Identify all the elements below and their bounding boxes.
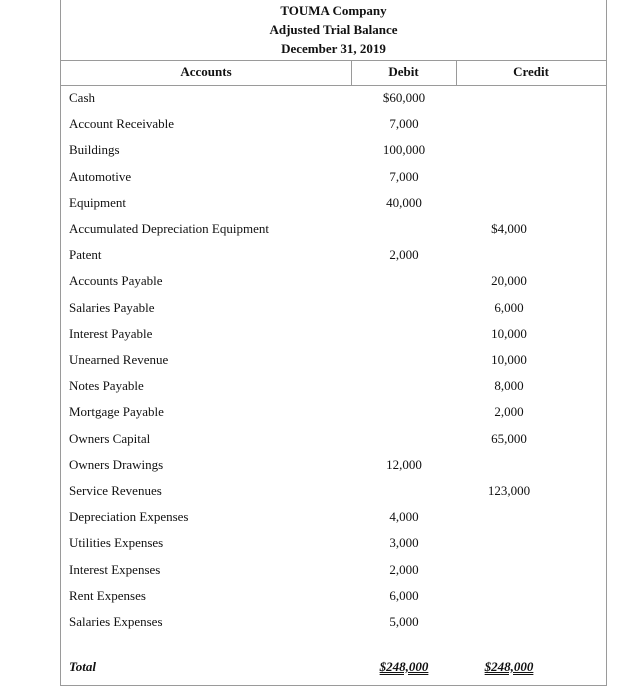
debit-amount: 6,000 xyxy=(389,587,419,603)
debit-amount: $60,000 xyxy=(382,90,426,105)
credit-amount: 20,000 xyxy=(491,273,527,289)
account-name: Salaries Expenses xyxy=(69,614,163,629)
debit-amount: 40,000 xyxy=(386,194,422,210)
account-name: Equipment xyxy=(69,194,127,210)
table-row xyxy=(61,300,606,326)
table-row xyxy=(61,221,606,247)
account-name: Accumulated Depreciation Equipment xyxy=(69,221,269,236)
debit-amount: 3,000 xyxy=(389,535,419,551)
statement-date: December 31, 2019 xyxy=(281,41,386,56)
table-row xyxy=(61,588,606,614)
credit-amount: 65,000 xyxy=(491,430,527,446)
account-name: Patent xyxy=(69,247,102,263)
credit-amount: 6,000 xyxy=(494,299,524,315)
table-row xyxy=(61,116,606,142)
table-row xyxy=(61,483,606,509)
divider xyxy=(61,60,606,61)
table-row xyxy=(61,169,606,195)
table-row xyxy=(61,614,606,640)
account-name: Notes Payable xyxy=(69,378,144,394)
statement-title: Adjusted Trial Balance xyxy=(269,22,398,37)
table-row xyxy=(61,247,606,273)
account-name: Rent Expenses xyxy=(69,587,146,603)
account-name: Salaries Payable xyxy=(69,299,155,315)
total-label: Total xyxy=(69,659,96,674)
account-name: Utilities Expenses xyxy=(69,535,164,551)
total-debit: $248,000 xyxy=(379,659,429,674)
credit-amount: 8,000 xyxy=(494,378,524,394)
table-row xyxy=(61,431,606,457)
account-name: Accounts Payable xyxy=(69,273,163,289)
total-row xyxy=(61,659,606,685)
debit-amount: 2,000 xyxy=(389,561,419,577)
table-row xyxy=(61,378,606,404)
account-name: Depreciation Expenses xyxy=(69,509,189,525)
table-row xyxy=(61,273,606,299)
table-row xyxy=(61,457,606,483)
table-row xyxy=(61,535,606,561)
trial-balance-table xyxy=(60,0,607,686)
debit-amount: 100,000 xyxy=(382,142,426,158)
table-row xyxy=(61,352,606,378)
credit-amount: $4,000 xyxy=(491,221,527,236)
credit-amount: 123,000 xyxy=(487,483,531,498)
total-credit: $248,000 xyxy=(484,659,534,674)
table-row xyxy=(61,90,606,116)
company-name: TOUMA Company xyxy=(280,3,387,18)
debit-amount: 12,000 xyxy=(386,456,422,472)
debit-amount: 2,000 xyxy=(389,247,419,263)
account-name: Owners Drawings xyxy=(69,456,164,472)
account-name: Buildings xyxy=(69,142,120,158)
debit-amount: 7,000 xyxy=(389,168,419,184)
column-header-credit: Credit xyxy=(513,64,549,79)
account-name: Interest Expenses xyxy=(69,561,161,577)
debit-amount: 4,000 xyxy=(389,509,419,525)
divider xyxy=(61,85,606,86)
table-row xyxy=(61,326,606,352)
table-row xyxy=(61,195,606,221)
credit-amount: 10,000 xyxy=(491,325,527,341)
account-name: Owners Capital xyxy=(69,430,151,446)
column-header-accounts: Accounts xyxy=(180,64,232,79)
account-name: Cash xyxy=(69,90,95,105)
table-row xyxy=(61,142,606,168)
table-row xyxy=(61,562,606,588)
debit-amount: 7,000 xyxy=(389,116,419,132)
account-name: Service Revenues xyxy=(69,483,162,498)
column-header-debit: Debit xyxy=(388,64,419,79)
account-name: Account Receivable xyxy=(69,116,175,132)
account-name: Unearned Revenue xyxy=(69,352,169,367)
account-name: Interest Payable xyxy=(69,325,153,341)
credit-amount: 10,000 xyxy=(491,352,527,367)
table-row xyxy=(61,404,606,430)
account-name: Automotive xyxy=(69,168,132,184)
table-row xyxy=(61,509,606,535)
credit-amount: 2,000 xyxy=(494,404,524,420)
account-name: Mortgage Payable xyxy=(69,404,164,420)
debit-amount: 5,000 xyxy=(389,614,419,629)
